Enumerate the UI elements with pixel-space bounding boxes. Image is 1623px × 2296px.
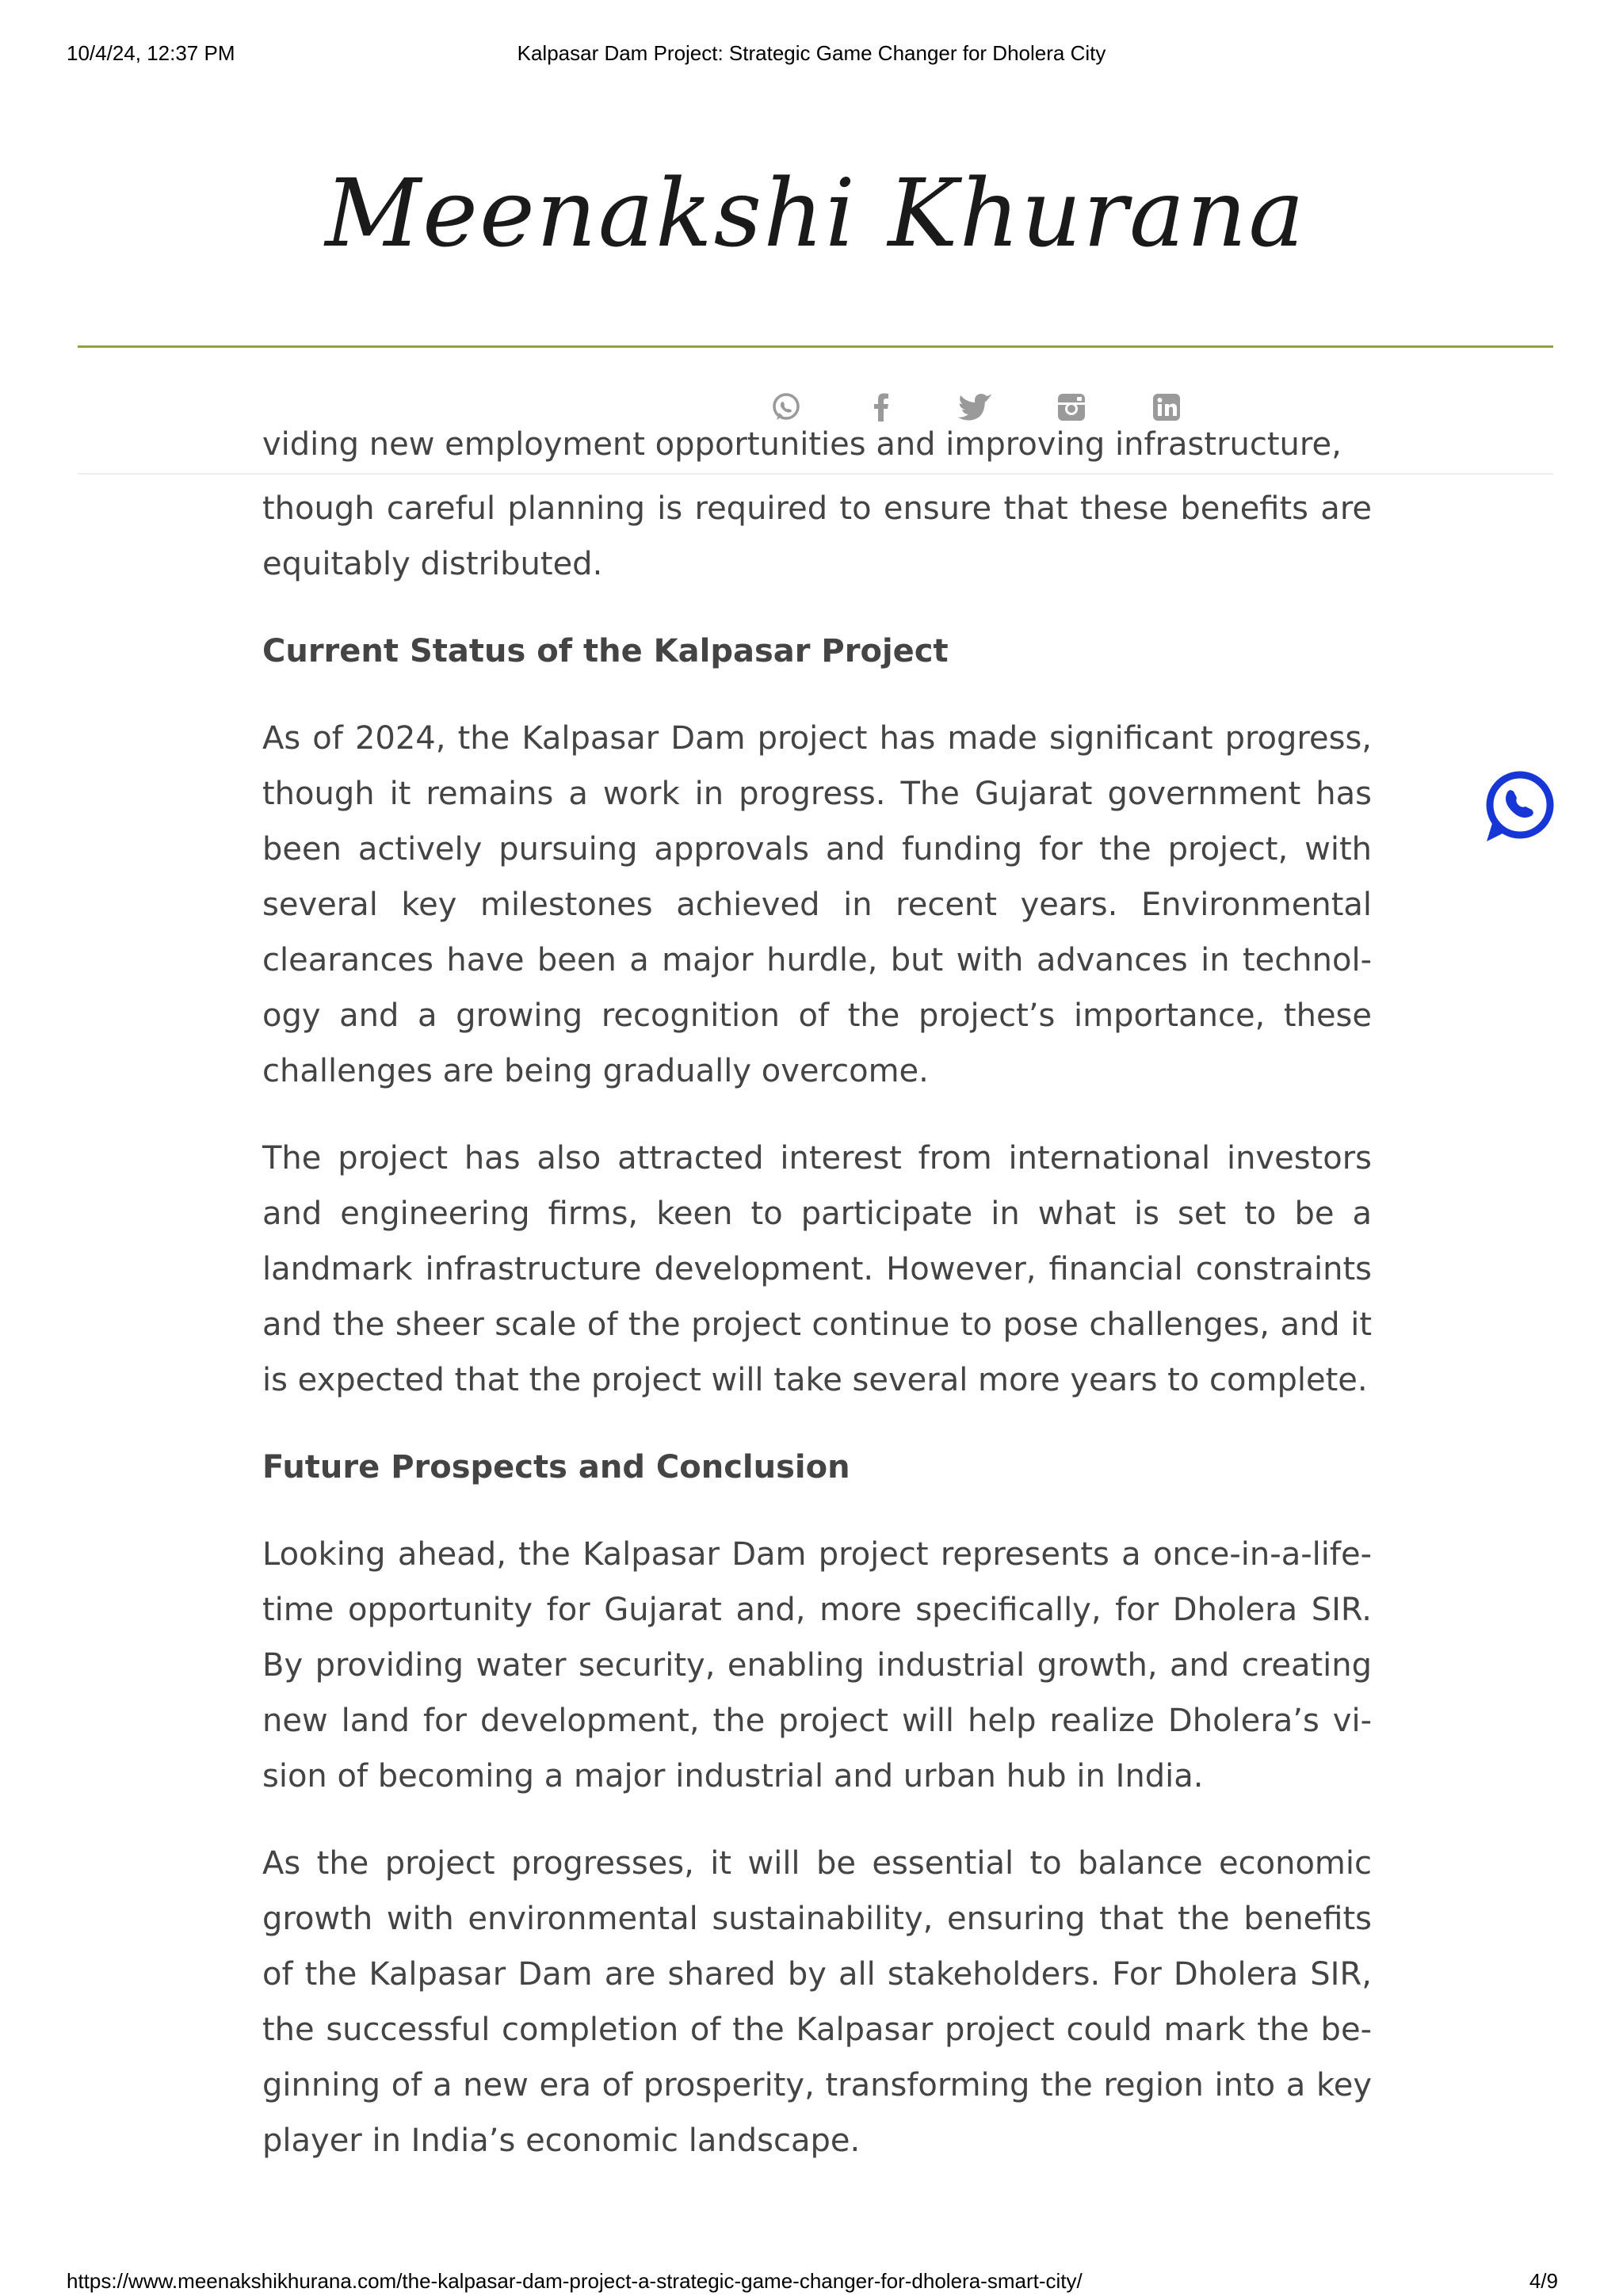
article-paragraph: The project has also attracted interest from international investors and engineering firms, keen to participate in what is set to be a landmark infrastructure development. However, financial constraints and the sheer scale of the project continue to pose challenges, and it is expected that the project will take several more years to complete. (262, 1140, 1372, 1398)
clipped-line: viding new employment opportunities and improving infrastructure, (262, 426, 1342, 463)
article-paragraph: As the project progresses, it will be essential to balance economic growth with environmental sustainability, ensuring that the benefits of the Kalpasar Dam are shared by all stakeholders. For Dholera SIR, the successful completion of the Kalpasar project could mark the beginning of a new era of prosperity, transforming the region into a key player in India’s economic landscape. (262, 1845, 1372, 2159)
header-divider (78, 345, 1553, 348)
section-heading-status: Current Status of the Kalpasar Project (262, 633, 949, 669)
whatsapp-icon (1480, 769, 1556, 845)
article-paragraph: As of 2024, the Kalpasar Dam project has made significant progress, though it remains a work in progress. The Gujarat government has been actively pursuing approvals and funding for the project, with several key milestones achieved in recent years. Environmental clearances have been a major hurdle, but with advances in technology and a growing recognition of the project’s importance, these challenges are being gradually overcome. (262, 720, 1372, 1089)
section-heading-future: Future Prospects and Conclusion (262, 1449, 850, 1486)
article-paragraph: Looking ahead, the Kalpasar Dam project represents a once-in-a-lifetime opportunity for Gujarat and, more specifically, for Dholera SIR. By providing water security, enabling industrial growth, and creating new land for development, the project will help realize Dholera’s vision of becoming a major industrial and urban hub in India. (262, 1536, 1372, 1794)
article-scroll-clip (262, 426, 1372, 486)
print-title: Kalpasar Dam Project: Strategic Game Changer for Dholera City (517, 41, 1106, 65)
site-logo[interactable]: Meenakshi Khurana (325, 158, 1306, 268)
print-datetime: 10/4/24, 12:37 PM (67, 41, 235, 65)
footer-url: https://www.meenakshikhurana.com/the-kalpasar-dam-project-a-strategic-game-changer-for-dholera-smart-city/ (67, 2269, 1083, 2293)
article-body (262, 426, 1372, 2168)
article-paragraph: though careful planning is required to ensure that these benefits are equitably distributed. (262, 490, 1372, 582)
print-header (0, 41, 1623, 73)
whatsapp-float-button[interactable] (1480, 769, 1556, 845)
site-header (78, 79, 1553, 474)
page-number: 4/9 (1529, 2269, 1558, 2293)
